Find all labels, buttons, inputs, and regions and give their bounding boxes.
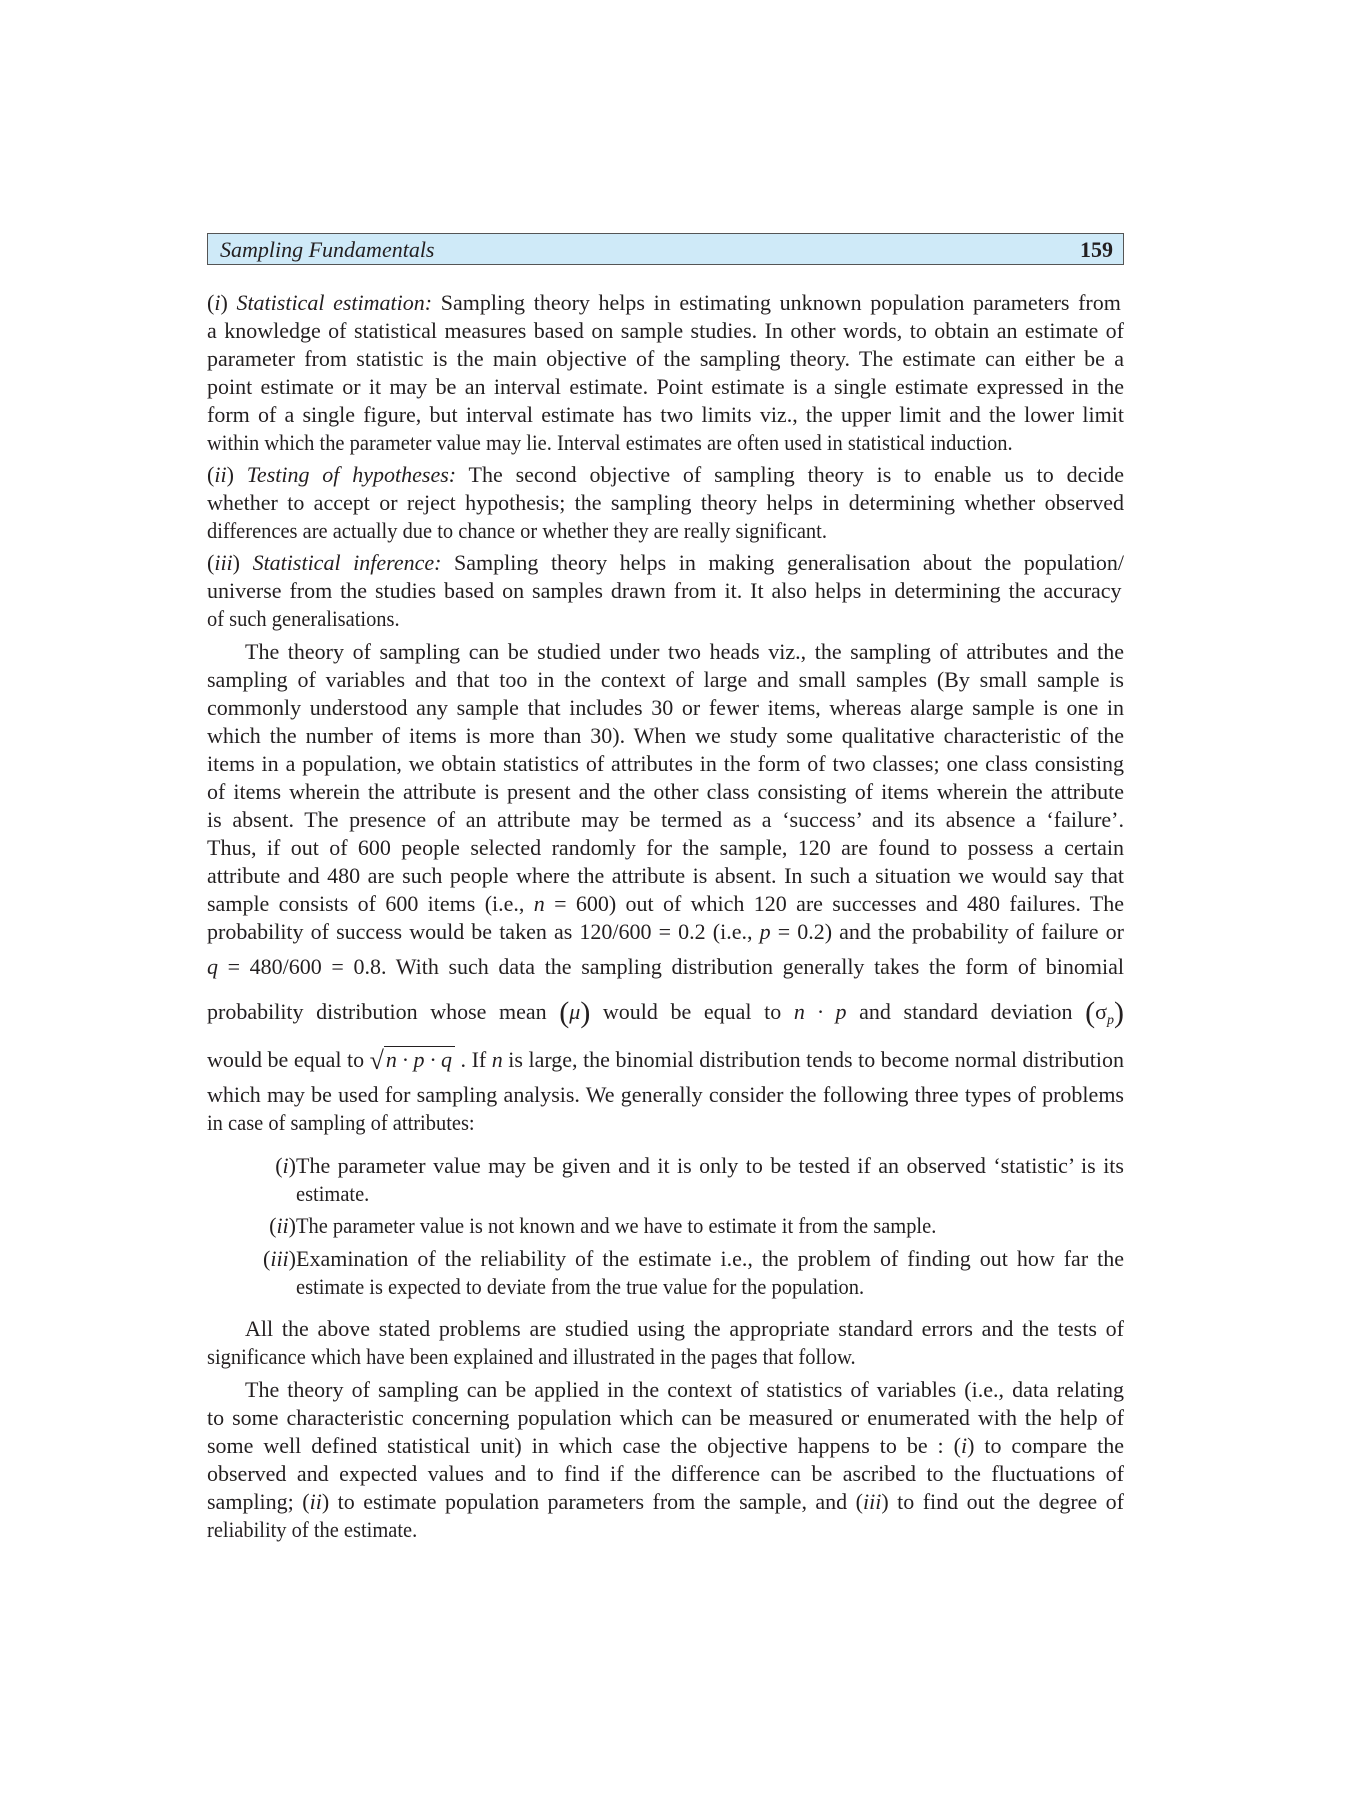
- text-segment: ): [232, 550, 253, 575]
- text-line: [207, 890, 1124, 918]
- paragraph: [207, 638, 1124, 946]
- text-line: [207, 1315, 1124, 1343]
- paragraph: [207, 1081, 1124, 1137]
- text-line: [207, 1488, 1124, 1516]
- text-line: [207, 1516, 1124, 1544]
- text-segment: ): [220, 290, 237, 315]
- text-segment: The second objective of sampling theory is to enable us to decide: [456, 462, 1125, 487]
- text-segment: Statistical estimation:: [236, 290, 433, 315]
- text-segment: n: [533, 891, 545, 916]
- page-number: 159: [1080, 237, 1113, 262]
- text-segment: in case of sampling of attributes:: [207, 1110, 475, 1135]
- text-segment: form of a single figure, but interval estimate has two limits viz., the upper limit and the lower limit: [207, 402, 1124, 427]
- paragraph: [207, 1046, 1124, 1074]
- text-line: [207, 722, 1124, 750]
- list-item: [207, 1152, 1124, 1208]
- text-line: [207, 549, 1124, 577]
- text-segment: whether to accept or reject hypothesis; the sampling theory helps in determining whether observed: [207, 490, 1124, 515]
- text-segment: p: [1107, 1013, 1114, 1028]
- text-segment: (: [207, 550, 215, 575]
- text-segment: σ: [1095, 999, 1107, 1024]
- text-segment: (: [559, 996, 570, 1029]
- text-segment: is large, the binomial distribution tends to become normal distribution: [502, 1047, 1125, 1072]
- paragraph: [207, 1315, 1124, 1371]
- text-segment: ): [580, 996, 591, 1029]
- text-line: [207, 489, 1124, 517]
- text-line: [207, 461, 1124, 489]
- text-segment: (: [207, 462, 215, 487]
- text-line: [207, 373, 1124, 401]
- list-number-roman: iii: [270, 1246, 289, 1271]
- text-segment: ) to estimate population parameters from the sample, and (: [321, 1489, 863, 1514]
- text-line: [207, 1109, 1124, 1137]
- text-segment: and standard deviation: [846, 999, 1086, 1024]
- list-number-roman: ii: [276, 1213, 289, 1238]
- text-line: [207, 834, 1124, 862]
- text-segment: sampling of variables and that too in the context of large and small samples (By small sample is: [207, 667, 1124, 692]
- text-segment: ): [226, 462, 247, 487]
- text-segment: significance which have been explained and illustrated in the pages that follow.: [207, 1344, 856, 1369]
- text-line: [207, 694, 1124, 722]
- text-segment: i: [214, 290, 221, 315]
- text-line: [207, 1152, 1124, 1180]
- list-number: (iii): [263, 1246, 296, 1271]
- text-segment: sample consists of 600 items (i.e.,: [207, 891, 534, 916]
- text-segment: ii: [214, 462, 227, 487]
- text-segment: which may be used for sampling analysis. We generally consider the following three types of problems: [207, 1082, 1124, 1107]
- text-line: [207, 1273, 1124, 1301]
- text-segment: estimate.: [296, 1181, 370, 1206]
- paragraph: [207, 461, 1124, 545]
- text-line: [207, 806, 1124, 834]
- text-segment: a knowledge of statistical measures based on sample studies. In other words, to obtain an estimate of: [207, 318, 1124, 343]
- text-segment: Testing of hypotheses:: [246, 462, 457, 487]
- text-line: [207, 1180, 1124, 1208]
- list-number: (ii): [269, 1213, 296, 1238]
- text-segment: Statistical inference:: [252, 550, 442, 575]
- text-line: [207, 778, 1124, 806]
- text-segment: probability distribution whose mean: [207, 999, 560, 1024]
- text-segment: Sampling theory helps in making generalisation about the population/: [441, 550, 1124, 575]
- text-segment: items in a population, we obtain statistics of attributes in the form of two classes; one class consisting: [207, 751, 1124, 776]
- text-segment: some well defined statistical unit) in which case the objective happens to be : (: [207, 1433, 961, 1458]
- paragraph: [207, 1376, 1124, 1544]
- text-segment: universe from the studies based on samples drawn from it. It also helps in determining the accuracy: [207, 578, 1122, 603]
- text-line: [207, 1343, 1124, 1371]
- text-segment: commonly understood any sample that includes 30 or fewer items, whereas alarge sample is one in: [207, 695, 1124, 720]
- paragraph: [207, 549, 1124, 633]
- list-item: [207, 1212, 1124, 1240]
- text-line: [207, 605, 1124, 633]
- text-line: [207, 577, 1124, 605]
- text-line: [207, 1081, 1124, 1109]
- text-segment: i: [960, 1433, 968, 1458]
- text-line: [207, 401, 1124, 429]
- text-line: [207, 517, 1124, 545]
- text-line: [207, 1432, 1124, 1460]
- text-segment: ii: [309, 1489, 322, 1514]
- text-segment: reliability of the estimate.: [207, 1517, 418, 1542]
- text-segment: would be equal to: [590, 999, 794, 1024]
- text-line: [207, 1245, 1124, 1273]
- list-number-roman: i: [282, 1153, 289, 1178]
- text-line: [207, 996, 1124, 1029]
- text-segment: would be equal to: [207, 1047, 370, 1072]
- text-line: [207, 953, 1124, 981]
- text-segment: μ: [569, 999, 581, 1024]
- text-segment: of items wherein the attribute is present and the other class consisting of items wherein the attribute: [207, 779, 1124, 804]
- text-segment: sampling; (: [207, 1489, 310, 1514]
- text-segment: to some characteristic concerning population which can be measured or enumerated with the help of: [207, 1405, 1124, 1430]
- text-segment: parameter from statistic is the main objective of the sampling theory. The estimate can either be a: [207, 346, 1124, 371]
- paragraph: [207, 953, 1124, 981]
- text-line: [207, 750, 1124, 778]
- text-segment: probability of success would be taken as 120/600 = 0.2 (i.e.,: [207, 919, 760, 944]
- text-segment: = 600) out of which 120 are successes and 480 failures. The: [544, 891, 1124, 916]
- text-line: [207, 429, 1124, 457]
- paragraph: [207, 996, 1124, 1029]
- text-segment: . If: [455, 1047, 492, 1072]
- text-segment: iii: [214, 550, 233, 575]
- text-line: [207, 1404, 1124, 1432]
- list-item: [207, 1245, 1124, 1301]
- text-line: [207, 1212, 1124, 1240]
- text-segment: Examination of the reliability of the estimate i.e., the problem of finding out how far the: [296, 1246, 1124, 1271]
- text-segment: point estimate or it may be an interval estimate. Point estimate is a single estimate expressed in the: [207, 374, 1124, 399]
- text-segment: q: [207, 954, 218, 979]
- text-line: [207, 1376, 1124, 1404]
- running-header: [207, 233, 1124, 265]
- text-segment: Thus, if out of 600 people selected randomly for the sample, 120 are found to possess a certain: [207, 835, 1124, 860]
- text-segment: The parameter value is not known and we have to estimate it from the sample.: [296, 1213, 937, 1238]
- radical-sign: √: [369, 1046, 384, 1075]
- text-segment: Sampling theory helps in estimating unknown population parameters from: [432, 290, 1121, 315]
- text-line: [207, 862, 1124, 890]
- text-segment: observed and expected values and to find if the difference can be ascribed to the fluctuations of: [207, 1461, 1124, 1486]
- text-segment: iii: [862, 1489, 882, 1514]
- text-segment: n · p: [793, 999, 847, 1024]
- paragraph: [207, 289, 1124, 457]
- text-segment: = 480/600 = 0.8. With such data the sampling distribution generally takes the form of binomial: [218, 954, 1124, 979]
- text-segment: within which the parameter value may lie. Interval estimates are often used in statistical induction.: [207, 430, 1013, 455]
- text-segment: estimate is expected to deviate from the true value for the population.: [296, 1274, 865, 1299]
- text-segment: ) to compare the: [967, 1433, 1124, 1458]
- sqrt-expression: n · p · q: [384, 1046, 455, 1072]
- text-segment: of such generalisations.: [207, 606, 400, 631]
- text-segment: (: [1085, 996, 1096, 1029]
- text-line: [207, 638, 1124, 666]
- text-line: [207, 918, 1124, 946]
- chapter-title: Sampling Fundamentals: [220, 237, 435, 262]
- text-segment: p: [759, 919, 771, 944]
- text-segment: differences are actually due to chance or whether they are really significant.: [207, 518, 827, 543]
- text-line: [207, 666, 1124, 694]
- text-segment: The theory of sampling can be studied under two heads viz., the sampling of attributes and the: [245, 639, 1124, 664]
- text-segment: is absent. The presence of an attribute may be termed as a ‘success’ and its absence a ‘failure’.: [207, 807, 1124, 832]
- text-segment: which the number of items is more than 30). When we study some qualitative characteristic of the: [207, 723, 1124, 748]
- text-segment: The theory of sampling can be applied in the context of statistics of variables (i.e., data relating: [245, 1377, 1124, 1402]
- text-segment: attribute and 480 are such people where the attribute is absent. In such a situation we would say that: [207, 863, 1124, 888]
- text-segment: All the above stated problems are studied using the appropriate standard errors and the tests of: [245, 1316, 1124, 1341]
- list-number: (i): [275, 1153, 296, 1178]
- text-line: [207, 1046, 1124, 1074]
- text-line: [207, 345, 1124, 373]
- text-segment: The parameter value may be given and it is only to be tested if an observed ‘statistic’ is its: [296, 1153, 1124, 1178]
- text-segment: n: [491, 1047, 503, 1072]
- text-segment: ): [1114, 996, 1124, 1029]
- text-line: [207, 1460, 1124, 1488]
- text-segment: = 0.2) and the probability of failure or: [770, 919, 1124, 944]
- text-line: [207, 317, 1124, 345]
- text-line: [207, 289, 1124, 317]
- text-segment: ) to find out the degree of: [881, 1489, 1124, 1514]
- text-segment: (: [207, 290, 215, 315]
